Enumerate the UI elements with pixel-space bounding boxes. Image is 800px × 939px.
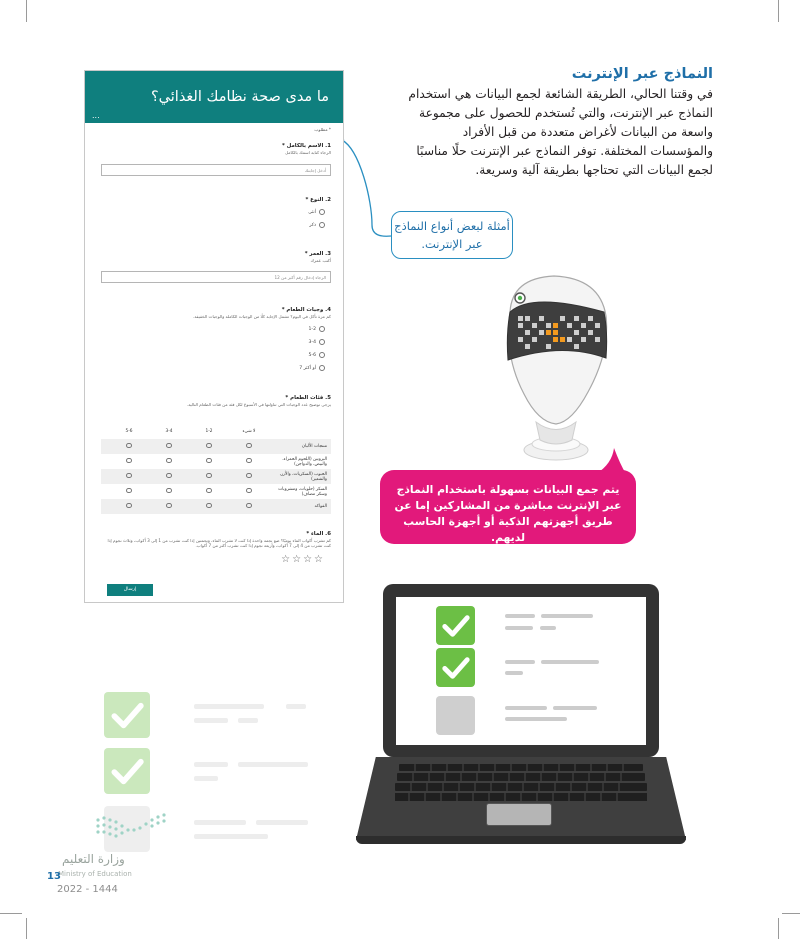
question-title: 4. وجبات الطعام * [281, 307, 331, 313]
grid-column-header: لا شيء [242, 429, 256, 434]
placeholder-bar [505, 614, 535, 618]
question-water [101, 531, 331, 548]
radio-icon[interactable] [246, 488, 252, 494]
meals-option[interactable] [299, 365, 325, 371]
radio-icon[interactable] [246, 458, 252, 464]
examples-callout: أمثلة لبعض أنواع النماذج عبر الإنترنت. [391, 211, 513, 259]
radio-icon[interactable] [206, 458, 212, 464]
radio-icon[interactable] [166, 458, 172, 464]
option-label: 5-6 [308, 352, 316, 358]
placeholder-bar [540, 626, 556, 630]
grid-row [101, 499, 331, 514]
gender-option-female[interactable] [308, 209, 325, 215]
placeholder-bar [505, 717, 567, 721]
radio-icon[interactable] [319, 222, 325, 228]
question-description: يرجى توضيح عدد الوجبات التي تناولتها في الأسبوع لكل فئة من فئات الطعام التالية. [186, 402, 331, 407]
online-form [84, 70, 344, 603]
meals-option[interactable] [308, 326, 325, 332]
radio-icon[interactable] [246, 473, 252, 479]
keyboard [395, 762, 647, 802]
radio-icon[interactable] [126, 458, 132, 464]
ministry-name-english: Ministry of Education [58, 870, 132, 878]
option-label: ذكر [309, 222, 316, 228]
question-description: كم مرة تأكل في اليوم؟ تشمل الإجابة كلًا من الوجبات الكاملة والوجبات الخفيفة. [192, 314, 331, 319]
radio-icon[interactable] [319, 352, 325, 358]
grid-row [101, 469, 331, 484]
radio-icon[interactable] [319, 365, 325, 371]
radio-icon[interactable] [166, 473, 172, 479]
article-title: النماذج عبر الإنترنت [571, 66, 713, 82]
radio-icon[interactable] [126, 443, 132, 449]
placeholder-bar [505, 671, 523, 675]
placeholder-bar [505, 706, 547, 710]
form-title: ما مدى صحة نظامك الغذائي؟ [150, 89, 329, 105]
grid-row [101, 454, 331, 469]
option-label: أو أكثر 7 [299, 365, 316, 371]
grid-column-header: 5-6 [125, 429, 133, 434]
option-label: 3-4 [308, 339, 316, 345]
placeholder-bar [541, 614, 593, 618]
question-name [282, 143, 331, 155]
radio-icon[interactable] [319, 209, 325, 215]
name-input[interactable]: أدخل إجابتك [101, 164, 331, 176]
check-icon [104, 748, 150, 794]
radio-icon[interactable] [319, 326, 325, 332]
question-food-categories [187, 395, 331, 407]
option-label: أنثى [308, 209, 316, 215]
grid-column-header: 3-4 [165, 429, 173, 434]
placeholder-bar [553, 706, 597, 710]
placeholder-bar [541, 660, 599, 664]
question-title: 6. الماء * [306, 531, 331, 537]
radio-icon[interactable] [206, 473, 212, 479]
radio-icon[interactable] [246, 503, 252, 509]
placeholder-bar [194, 834, 268, 839]
meals-option[interactable] [308, 352, 325, 358]
grid-column-header: 1-2 [205, 429, 213, 434]
required-note: * مطلوب [314, 127, 331, 132]
check-icon [436, 606, 475, 645]
radio-icon[interactable] [166, 443, 172, 449]
placeholder-bar [194, 820, 246, 825]
star-rating[interactable]: ☆☆☆☆ [281, 554, 325, 565]
radio-icon[interactable] [126, 488, 132, 494]
crop-mark [0, 913, 22, 914]
radio-icon[interactable] [246, 443, 252, 449]
question-title: 1. الاسم بالكامل * [281, 143, 331, 149]
crop-mark [782, 913, 800, 914]
more-options-icon[interactable]: ... [92, 111, 100, 120]
placeholder-bar [505, 626, 533, 630]
gender-option-male[interactable] [309, 222, 325, 228]
collection-callout: يتم جمع البيانات بسهولة باستخدام النماذج عبر الإنترنت مباشرة من المشاركين إما عن طريق أجهزتهم الذكية أو أجهزة الحاسب لديهم. [380, 470, 636, 544]
option-label: 1-2 [308, 326, 316, 332]
empty-check-icon [436, 696, 475, 735]
question-description: الرجاء كتابة اسمك بالكامل [285, 150, 331, 155]
question-title: 5. فئات الطعام * [285, 395, 331, 401]
ministry-name-arabic: وزارة التعليم [62, 852, 125, 866]
grid-row-label: البروتين (اللحوم الحمراء، والبيض، والدواجن) [282, 456, 327, 467]
placeholder-bar [286, 704, 306, 709]
radio-icon[interactable] [319, 339, 325, 345]
placeholder-bar [238, 718, 258, 723]
touchpad [486, 803, 552, 826]
crop-mark [778, 0, 779, 22]
grid-row [101, 484, 331, 499]
placeholder-bar [194, 704, 264, 709]
question-gender [305, 197, 331, 203]
radio-icon[interactable] [166, 503, 172, 509]
check-icon [104, 692, 150, 738]
radio-icon[interactable] [206, 488, 212, 494]
grid-row-label: منتجات الألبان [301, 444, 327, 449]
question-meals [193, 307, 331, 319]
form-header [85, 71, 343, 123]
placeholder-bar [238, 762, 308, 767]
grid-row [101, 439, 331, 454]
radio-icon[interactable] [206, 443, 212, 449]
meals-option[interactable] [308, 339, 325, 345]
academic-year: 2022 - 1444 [57, 884, 118, 895]
grid-row-label: الفواكه [314, 504, 327, 509]
question-title: 3. العمر * [304, 251, 331, 257]
submit-button[interactable]: إرسال [107, 584, 153, 596]
grid-row-label: السكر (حلويات، ومشروبات وسكر مضاف) [278, 486, 327, 497]
radio-icon[interactable] [206, 503, 212, 509]
radio-icon[interactable] [166, 488, 172, 494]
placeholder-bar [194, 718, 228, 723]
laptop-edge [356, 836, 686, 844]
page-number: 13 [47, 871, 61, 882]
crop-mark [26, 918, 27, 939]
check-icon [436, 648, 475, 687]
age-input[interactable]: الرجاء إدخال رقم أكبر من 12 [101, 271, 331, 283]
grid-row-label: الحبوب (السكريات، والأرز، والشعير) [279, 471, 327, 482]
question-title: 2. النوع * [305, 197, 331, 203]
placeholder-bar [194, 762, 228, 767]
question-description: أكتب عمرك [310, 258, 331, 263]
placeholder-bar [256, 820, 308, 825]
question-description: كم تشرب أكواب الماء يوميًا؟ ضع نجمة واحدة إذا كنت لا تشرب الماء، ونجمتين إذا كنت تشرب من 1 إلى 3 أكواب، وثلاث نجوم إذا كنت تشرب من 4 إلى 7 أكواب، وأربعة نجوم إذا كنت تشرب أكثر من 7 أكواب. [107, 538, 331, 548]
grid-header-row [101, 424, 331, 439]
placeholder-bar [505, 660, 535, 664]
robot-illustration [492, 272, 624, 472]
article-section [401, 66, 713, 180]
article-body: في وقتنا الحالي، الطريقة الشائعة لجمع البيانات هي استخدام النماذج عبر الإنترنت، والتي تُستخدم للحصول على مجموعة واسعة من البيانات لأغراض متعددة من قبل الأفراد والمؤسسات المختلفة. توفر النماذج عبر الإنترنت حلًا مناسبًا لجمع البيانات التي تحتاجها بطريقة آلية وسريعة. [408, 87, 713, 177]
radio-icon[interactable] [126, 503, 132, 509]
crop-mark [778, 918, 779, 939]
placeholder-bar [194, 776, 218, 781]
food-category-grid [101, 424, 331, 514]
radio-icon[interactable] [126, 473, 132, 479]
question-age [305, 251, 331, 263]
crop-mark [26, 0, 27, 22]
